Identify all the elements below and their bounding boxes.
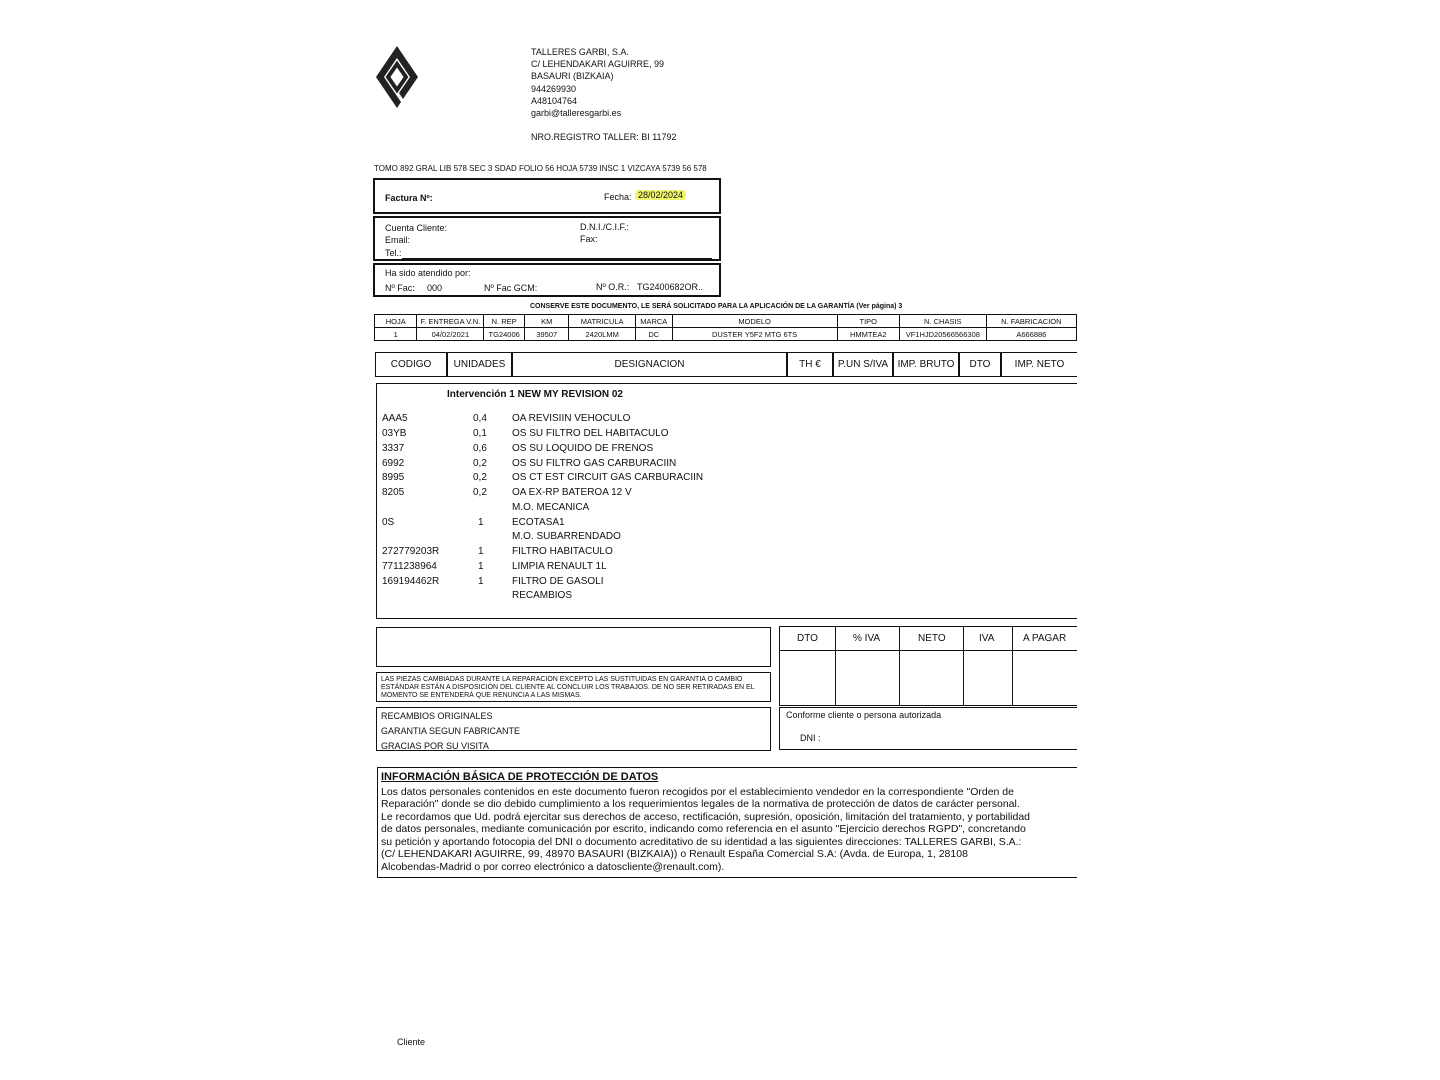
warranty-notice: CONSERVE ESTE DOCUMENTO, LE SERÁ SOLICITADO PARA LA APLICACIÓN DE LA GARANTÍA (Ver página) 3 <box>530 303 903 310</box>
vehicle-header-cell: TIPO <box>837 315 899 328</box>
attended-label: Ha sido atendido por: <box>385 268 471 278</box>
item-units: 1 <box>478 561 484 572</box>
copy-label: Cliente <box>397 1037 426 1047</box>
data-protection-line: Alcobendas-Madrid o por correo electrónico a datoscliente@renault.com). <box>381 861 725 873</box>
item-desc: OS SU LOQUIDO DE FRENOS <box>512 443 654 454</box>
conforme-label: Conforme cliente o persona autorizada <box>786 710 942 720</box>
data-protection-line: Reparación" donde se dio debido cumplimiento a los requerimientos legales de la normativa de protección de datos de carácter personal. <box>381 798 1020 810</box>
intervention-title: Intervención 1 NEW MY REVISION 02 <box>447 389 623 400</box>
nfac-label: Nº Fac: <box>385 283 415 293</box>
col-th: TH € <box>787 352 833 377</box>
vehicle-header-row <box>375 315 1077 328</box>
item-desc: OS SU FILTRO DEL HABITACULO <box>512 428 669 439</box>
item-code: 3337 <box>382 443 405 454</box>
data-protection-line: (C/ LEHENDAKARI AGUIRRE, 99, 48970 BASAURI (BIZKAIA)) o Renault España Comercial S.A: (Avda. de Europa, 1, 28108 <box>381 848 968 860</box>
item-desc: LIMPIA RENAULT 1L <box>512 561 607 572</box>
item-units: 1 <box>478 517 484 528</box>
item-code: 169194462R <box>382 576 440 587</box>
vehicle-value-cell: 2420LMM <box>569 328 635 341</box>
vehicle-header-cell: F. ENTREGA V.N. <box>417 315 484 328</box>
vehicle-header-cell: MODELO <box>672 315 837 328</box>
col-imp-bruto: IMP. BRUTO <box>893 352 959 377</box>
totals-dto: DTO <box>797 633 818 644</box>
item-desc: OA EX-RP BATEROA 12 V <box>512 487 632 498</box>
tel-underline <box>402 258 712 259</box>
observations-box <box>376 627 771 667</box>
col-pun-siva: P.UN S/IVA <box>833 352 893 377</box>
vehicle-header-cell: N. REP <box>484 315 525 328</box>
vehicle-value-cell: HMMTEA2 <box>837 328 899 341</box>
item-code: 6992 <box>382 458 405 469</box>
item-units: 0,2 <box>473 458 487 469</box>
item-units: 0,4 <box>473 413 487 424</box>
totals-col-sep <box>963 626 964 706</box>
factura-label: Factura Nº: <box>385 193 433 203</box>
totals-col-sep <box>835 626 836 706</box>
data-protection-line: Los datos personales contenidos en este documento fueron recogidos por el establecimiento vendedor en la correspondiente "Orden de <box>381 786 1014 798</box>
totals-col-sep <box>1012 626 1013 706</box>
item-code: 03YB <box>382 428 407 439</box>
vehicle-table <box>374 314 1077 341</box>
totals-iva-pct: % IVA <box>853 633 881 644</box>
dni-signature-label: DNI : <box>800 733 821 743</box>
or-value: TG2400682OR.. <box>637 282 704 292</box>
item-desc: ECOTASA1 <box>512 517 565 528</box>
item-units: 0,2 <box>473 472 487 483</box>
company-phone: 944269930 <box>531 84 577 94</box>
nfac-gcm-label: Nº Fac GCM: <box>484 283 538 293</box>
company-city: BASAURI (BIZKAIA) <box>531 71 614 81</box>
vehicle-value-cell: DUSTER Y5F2 MTG 6TS <box>672 328 837 341</box>
vehicle-value-cell: VF1HJD20566566308 <box>899 328 986 341</box>
footer-note: RECAMBIOS ORIGINALES <box>381 711 493 721</box>
company-address: C/ LEHENDAKARI AGUIRRE, 99 <box>531 59 665 69</box>
cuenta-cliente-label: Cuenta Cliente: <box>385 223 448 233</box>
totals-iva: IVA <box>979 633 995 644</box>
col-dto: DTO <box>959 352 1001 377</box>
company-cif: A48104764 <box>531 96 578 106</box>
item-units: 0,2 <box>473 487 487 498</box>
vehicle-value-cell: DC <box>635 328 672 341</box>
item-desc: RECAMBIOS <box>512 590 573 601</box>
vehicle-header-cell: MATRICULA <box>569 315 635 328</box>
registry-line: TOMO 892 GRAL LIB 578 SEC 3 SDAD FOLIO 56 HOJA 5739 INSC 1 VIZCAYA 5739 56 578 <box>374 164 707 173</box>
item-units: 0,6 <box>473 443 487 454</box>
item-desc: M.O. SUBARRENDADO <box>512 531 621 542</box>
totals-a-pagar: A PAGAR <box>1023 633 1067 644</box>
fecha-label: Fecha: <box>604 192 632 202</box>
vehicle-value-cell: A666886 <box>986 328 1076 341</box>
item-units: 1 <box>478 576 484 587</box>
footer-note: GRACIAS POR SU VISITA <box>381 741 489 751</box>
vehicle-header-cell: N. CHASIS <box>899 315 986 328</box>
piezas-note: LAS PIEZAS CAMBIADAS DURANTE LA REPARACION EXCEPTO LAS SUSTITUIDAS EN GARANTIA O CAMBIO ESTÁNDAR ESTÁN A DISPOSICIÓN DEL CLIENTE AL CONCLUIR LOS TRABAJOS. DE NO SER RETIRADAS EN EL MOMENTO SE ENTENDERÁ QUE RENUNCIA A LAS MISMAS. <box>381 676 755 699</box>
vehicle-header-cell: KM <box>525 315 569 328</box>
or-label: Nº O.R.: <box>596 282 630 292</box>
item-desc: OA REVISIIN VEHOCULO <box>512 413 631 424</box>
vehicle-value-cell: 04/02/2021 <box>417 328 484 341</box>
dni-cif-label: D.N.I./C.I.F.: <box>580 222 630 232</box>
company-name: TALLERES GARBI, S.A. <box>531 47 629 57</box>
data-protection-title: INFORMACIÓN BÁSICA DE PROTECCIÓN DE DATOS <box>381 771 659 783</box>
vehicle-value-cell: 39507 <box>525 328 569 341</box>
item-code: AAA5 <box>382 413 408 424</box>
item-code: 7711238964 <box>382 561 437 572</box>
fecha-value: 28/02/2024 <box>635 190 686 200</box>
data-protection-line: de datos personales, mediante comunicación por escrito, indicando como referencia en el asunto "Ejercicio derechos RGPD", concretando <box>381 823 1026 835</box>
item-code: 0S <box>382 517 395 528</box>
totals-divider <box>779 650 1077 651</box>
nfac-value: 000 <box>427 283 443 293</box>
col-designacion: DESIGNACION <box>512 352 787 377</box>
item-code: 8205 <box>382 487 405 498</box>
col-unidades: UNIDADES <box>447 352 512 377</box>
item-units: 0,1 <box>473 428 487 439</box>
registro-taller: NRO.REGISTRO TALLER: BI 11792 <box>531 132 677 142</box>
vehicle-header-cell: MARCA <box>635 315 672 328</box>
vehicle-value-row <box>375 328 1077 341</box>
item-desc: FILTRO DE GASOLI <box>512 576 604 587</box>
tel-label: Tel.: <box>385 248 402 258</box>
col-codigo: CODIGO <box>375 352 447 377</box>
item-code: 272779203R <box>382 546 440 557</box>
col-imp-neto: IMP. NETO <box>1001 352 1077 377</box>
item-desc: FILTRO HABITACULO <box>512 546 613 557</box>
item-units: 1 <box>478 546 484 557</box>
totals-col-sep <box>899 626 900 706</box>
company-email: garbi@talleresgarbi.es <box>531 108 622 118</box>
item-desc: OS CT EST CIRCUIT GAS CARBURACIIN <box>512 472 704 483</box>
data-protection-line: su petición y aportando fotocopia del DNI o documento acreditativo de su identidad a las siguientes direcciones: TALLERES GARBI, S.A.: <box>381 836 1022 848</box>
item-desc: OS SU FILTRO GAS CARBURACIIN <box>512 458 677 469</box>
vehicle-header-cell: HOJA <box>375 315 417 328</box>
fax-label: Fax: <box>580 234 598 244</box>
footer-note: GARANTIA SEGUN FABRICANTE <box>381 726 521 736</box>
vehicle-value-cell: TG24006 <box>484 328 525 341</box>
vehicle-value-cell: 1 <box>375 328 417 341</box>
item-desc: M.O. MECANICA <box>512 502 590 513</box>
vehicle-header-cell: N. FABRICACION <box>986 315 1076 328</box>
renault-logo-icon <box>372 44 422 110</box>
data-protection-line: Le recordamos que Ud. podrá ejercitar sus derechos de acceso, rectificación, supresión, oposición, limitación del tratamiento, y portabilidad <box>381 811 1031 823</box>
email-label: Email: <box>385 235 411 245</box>
totals-neto: NETO <box>918 633 946 644</box>
item-code: 8995 <box>382 472 405 483</box>
